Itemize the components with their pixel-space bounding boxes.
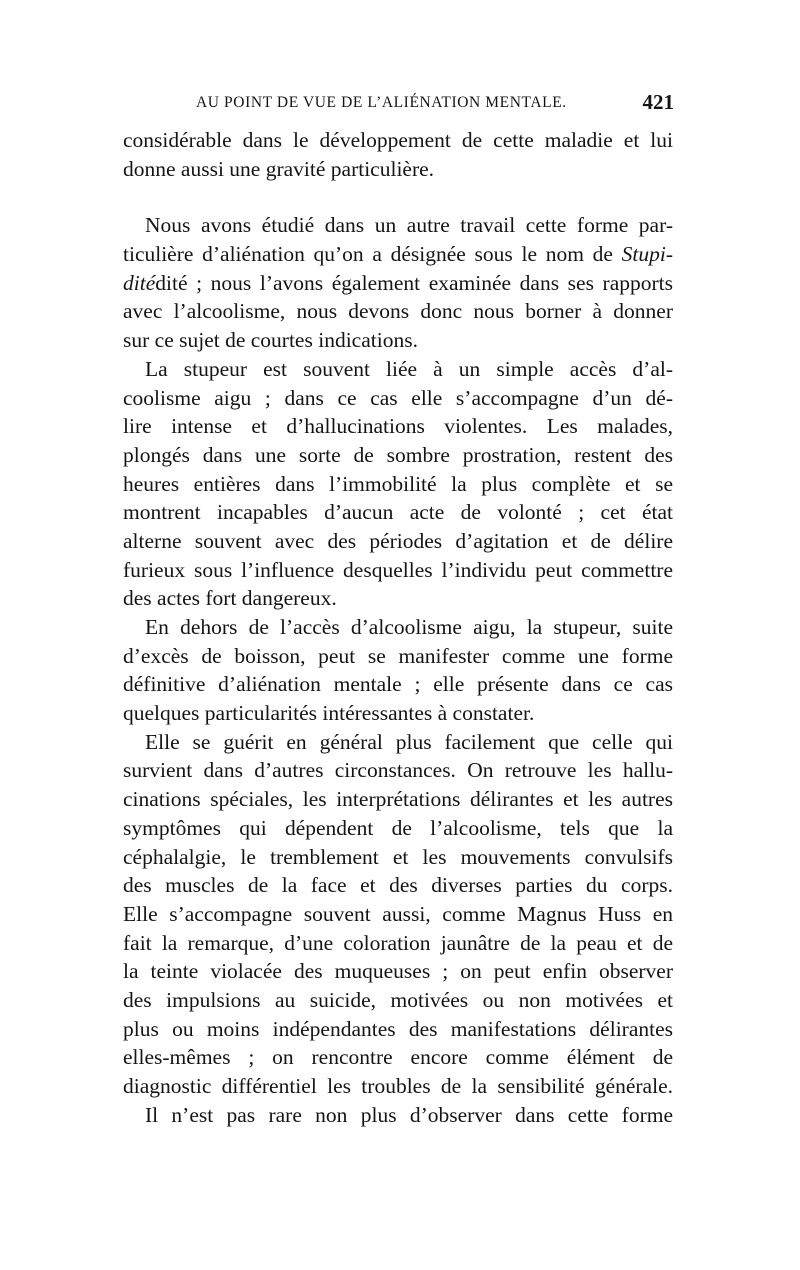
text-line-segment: dité ; nous l’avons également examinée dans ses rapports	[155, 270, 673, 295]
page-number: 421	[642, 90, 674, 114]
text-line: cinations spéciales, les interprétations délirantes et les autres	[123, 787, 673, 812]
text-line: elles-mêmes ; on rencontre encore comme élément de	[123, 1045, 673, 1070]
running-head	[196, 92, 674, 116]
text-line: lire intense et d’hallucinations violentes. Les malades,	[123, 414, 673, 439]
text-line: montrent incapables d’aucun acte de volonté ; cet état	[123, 500, 673, 525]
text-line: des muscles de la face et des diverses parties du corps.	[123, 873, 673, 898]
body-text	[123, 126, 673, 1129]
text-line: définitive d’aliénation mentale ; elle présente dans ce cas	[123, 672, 673, 697]
text-line: avec l’alcoolisme, nous devons donc nous borner à donner	[123, 299, 673, 324]
text-line: alterne souvent avec des périodes d’agitation et de délire	[123, 528, 673, 553]
text-line: Il n’est pas rare non plus d’observer dans cette forme	[145, 1102, 673, 1127]
text-line: donne aussi une gravité particulière.	[123, 156, 435, 181]
italic-term: dité	[123, 270, 156, 295]
text-line: quelques particularités intéressantes à constater.	[123, 701, 535, 726]
text-line: furieux sous l’influence desquelles l’individu peut commettre	[123, 557, 673, 582]
text-line: survient dans d’autres circonstances. On retrouve les hallu-	[123, 758, 673, 783]
text-line: considérable dans le développement de cette maladie et lui	[123, 128, 673, 152]
text-line: sur ce sujet de courtes indications.	[123, 328, 418, 353]
text-line: des impulsions au suicide, motivées ou non motivées et	[123, 987, 673, 1012]
running-title: AU POINT DE VUE DE L’ALIÉNATION MENTALE.	[196, 94, 567, 111]
text-line: Nous avons étudié dans un autre travail cette forme par-	[145, 213, 673, 238]
text-line: céphalalgie, le tremblement et les mouvements convulsifs	[123, 844, 673, 869]
text-line: symptômes qui dépendent de l’alcoolisme, tels que la	[123, 815, 673, 840]
text-line	[123, 240, 673, 269]
text-line: la teinte violacée des muqueuses ; on peut enfin observer	[123, 959, 673, 984]
text-line-segment: ticulière d’aliénation qu’on a désignée sous le nom de	[123, 242, 622, 267]
text-line: heures entières dans l’immobilité la plus complète et se	[123, 471, 673, 496]
text-line	[123, 269, 673, 298]
paragraph-gap	[123, 183, 673, 211]
text-line: diagnostic différentiel les troubles de la sensibilité générale.	[123, 1074, 673, 1098]
text-line: En dehors de l’accès d’alcoolisme aigu, la stupeur, suite	[145, 615, 673, 639]
text-line: plongés dans une sorte de sombre prostration, restent des	[123, 442, 673, 467]
text-line: fait la remarque, d’une coloration jaunâtre de la peau et de	[123, 930, 673, 955]
text-line: Elle s’accompagne souvent aussi, comme Magnus Huss en	[123, 901, 673, 926]
text-line: Elle se guérit en général plus facilement que celle qui	[145, 729, 673, 754]
italic-term: Stupi-	[621, 242, 673, 267]
text-line: coolisme aigu ; dans ce cas elle s’accompagne d’un dé-	[123, 385, 673, 410]
text-line: La stupeur est souvent liée à un simple accès d’al-	[145, 356, 673, 381]
text-line: des actes fort dangereux.	[123, 586, 337, 611]
text-line: plus ou moins indépendantes des manifestations délirantes	[123, 1016, 673, 1041]
text-line: d’excès de boisson, peut se manifester comme une forme	[123, 643, 673, 668]
